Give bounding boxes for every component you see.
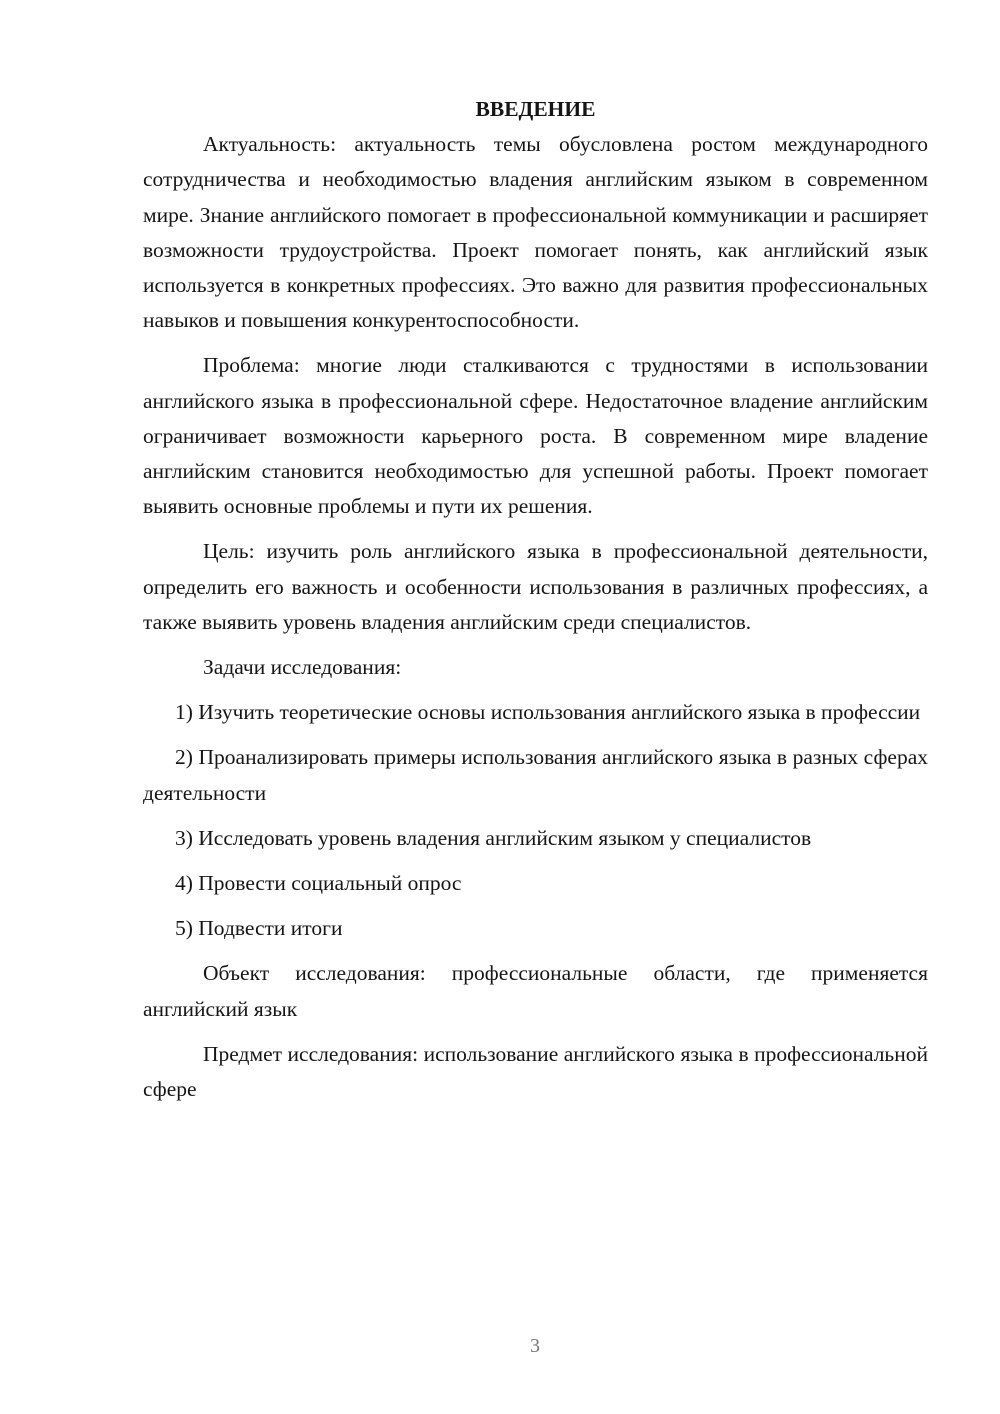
task-item-3: 3) Исследовать уровень владения английским языком у специалистов — [175, 825, 812, 850]
task-item-1: 1) Изучить теоретические основы использования английского языка в профессии — [175, 700, 921, 725]
tasks-heading: Задачи исследования: — [203, 655, 402, 680]
object-paragraph: Объект исследования: профессиональные области, где применяется английский язык — [143, 961, 928, 1021]
subject-paragraph: Предмет исследования: использование английского языка в профессиональной сфере — [143, 1041, 928, 1102]
task-item-5: 5) Подвести итоги — [175, 916, 343, 941]
relevance-paragraph: Актуальность: актуальность темы обусловлена ростом международного сотрудничества и необходимостью владения английским языком в современном мире. Знание английского помогает в профессиональной коммуникации и расширяет возможности трудоустройства. Проект помогает понять, как английский язык используется в конкретных профессиях. Это важно для развития профессиональных навыков и повышения конкурентоспособности. — [143, 132, 928, 333]
problem-paragraph: Проблема: многие люди сталкиваются с трудностями в использовании английского языка в профессиональной сфере. Недостаточное владение английским ограничивает возможности карьерного роста. В современном мире владение английским становится необходимостью для успешной работы. Проект помогает выявить основные проблемы и пути их решения. — [143, 353, 928, 519]
task-item-2: 2) Проанализировать примеры использования английского языка в разных сферах деятельности — [143, 745, 928, 805]
section-title: ВВЕДЕНИЕ — [475, 97, 596, 121]
goal-paragraph: Цель: изучить роль английского языка в профессиональной деятельности, определить его важность и особенности использования в различных профессиях, а также выявить уровень владения английским среди специалистов. — [143, 539, 928, 634]
task-item-4: 4) Провести социальный опрос — [175, 871, 462, 896]
page-content — [143, 92, 928, 1117]
page-number: 3 — [530, 1335, 540, 1357]
